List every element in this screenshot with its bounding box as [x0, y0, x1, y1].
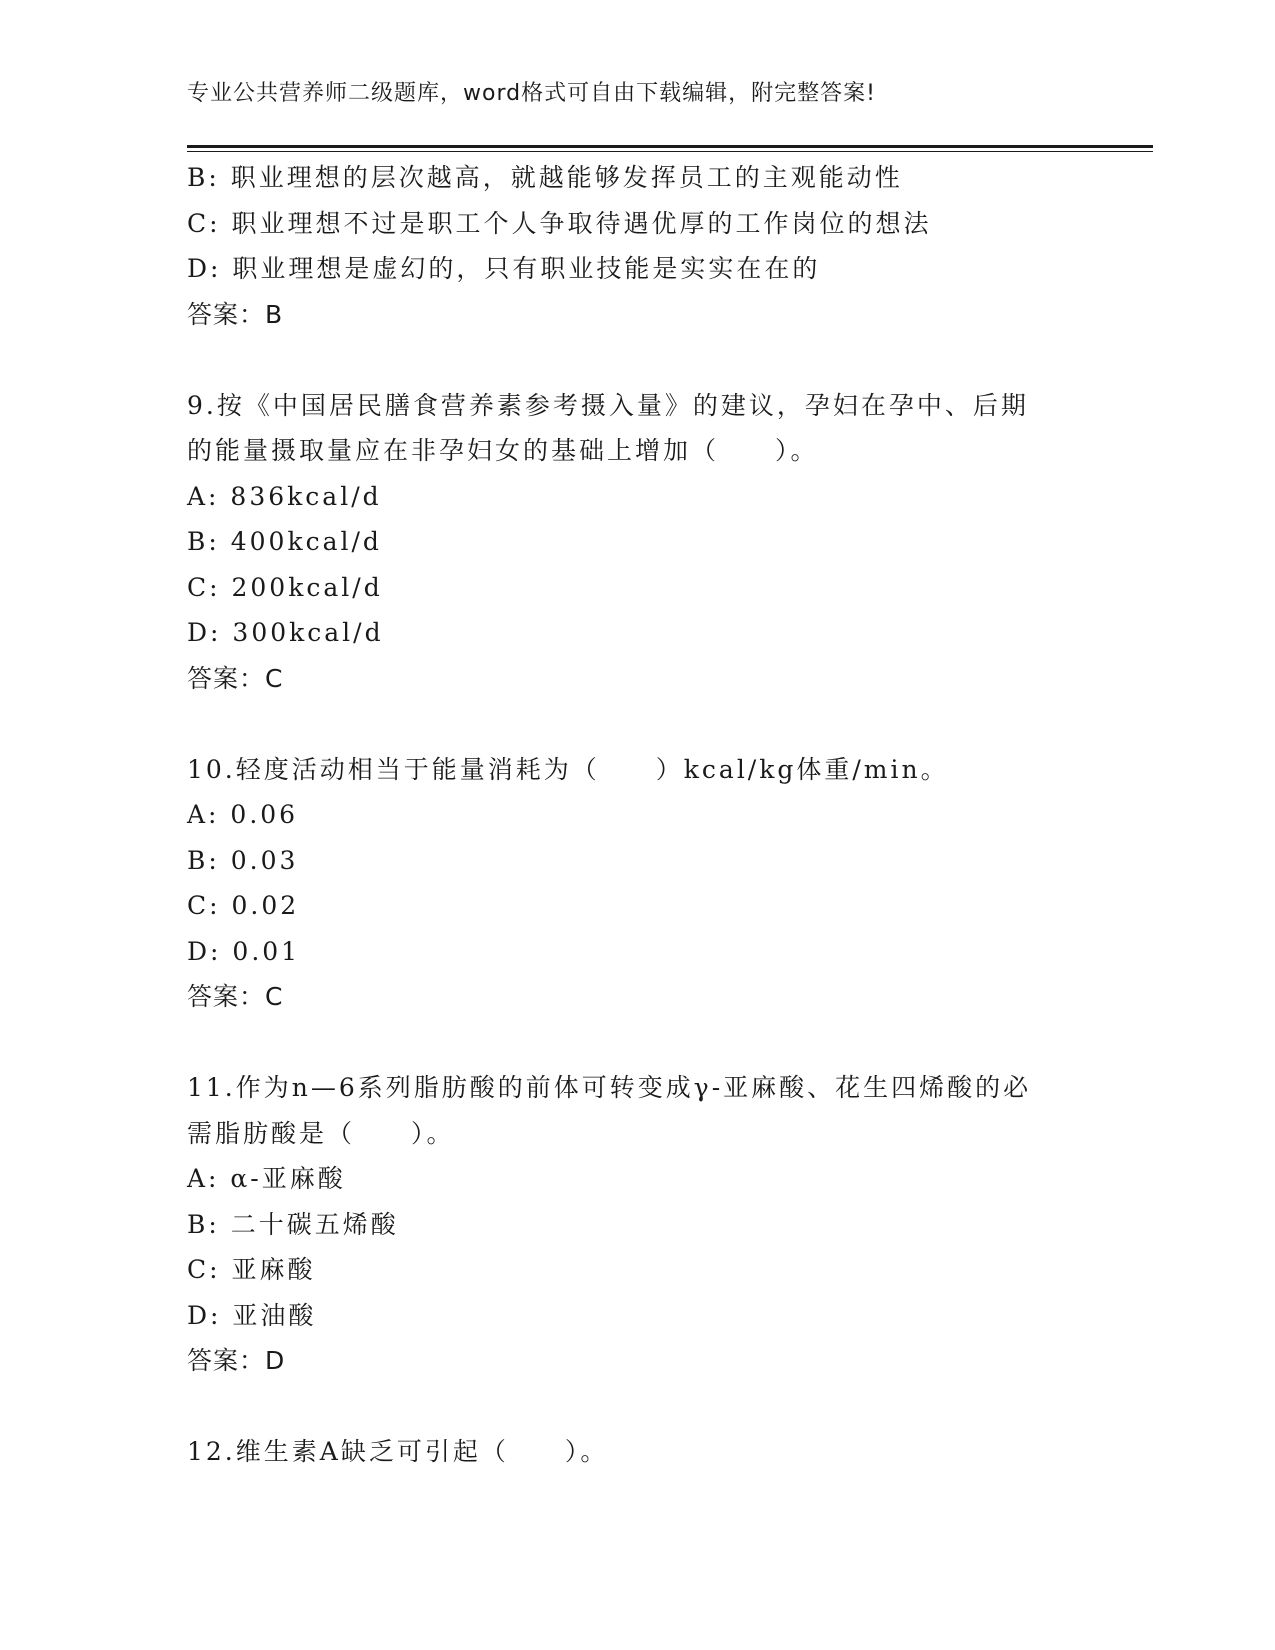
page-header: 专业公共营养师二级题库，word格式可自由下载编辑，附完整答案! [187, 81, 876, 106]
spacer [187, 1384, 1087, 1430]
question-content [187, 155, 1087, 1475]
option-d: D: 300kcal/d [187, 618, 384, 647]
question-block-9 [187, 383, 1087, 702]
question-block-12 [187, 1429, 1087, 1475]
question-text: 的能量摄取量应在非孕妇女的基础上增加（ ）。 [187, 436, 819, 465]
header-rule-thin [187, 151, 1153, 152]
option-c: C: 0.02 [187, 891, 300, 920]
option-b: B: 400kcal/d [187, 527, 382, 556]
option-c: C: 亚麻酸 [187, 1255, 316, 1284]
answer-line: 答案：B [187, 299, 284, 329]
option-d: D: 0.01 [187, 936, 301, 966]
option-b: B: 二十碳五烯酸 [187, 1209, 399, 1239]
answer-line: 答案：C [187, 663, 284, 693]
spacer [187, 1020, 1087, 1066]
answer-line: 答案：C [187, 982, 284, 1011]
spacer [187, 337, 1087, 383]
option-a: A: α-亚麻酸 [187, 1164, 346, 1193]
spacer [187, 701, 1087, 747]
question-block-10 [187, 747, 1087, 1020]
option-a: A: 836kcal/d [187, 481, 382, 511]
option-b: B: 0.03 [187, 845, 299, 875]
question-text: 9.按《中国居民膳食营养素参考摄入量》的建议，孕妇在孕中、后期 [187, 390, 1029, 420]
question-text: 11.作为n—6系列脂肪酸的前体可转变成γ-亚麻酸、花生四烯酸的必 [187, 1073, 1032, 1102]
option-c: C: 200kcal/d [187, 572, 383, 602]
answer-line: 答案：D [187, 1346, 286, 1375]
header-rule-thick [187, 145, 1153, 148]
question-text: 10.轻度活动相当于能量消耗为（ ）kcal/kg体重/min。 [187, 754, 949, 784]
option-b: B: 职业理想的层次越高，就越能够发挥员工的主观能动性 [187, 163, 903, 192]
question-block-11 [187, 1065, 1087, 1384]
question-text: 12.维生素A缺乏可引起（ ）。 [187, 1437, 609, 1466]
option-d: D: 亚油酸 [187, 1300, 317, 1330]
question-block-8 [187, 155, 1087, 337]
option-a: A: 0.06 [187, 800, 299, 829]
option-c: C: 职业理想不过是职工个人争取待遇优厚的工作岗位的想法 [187, 208, 932, 238]
option-d: D: 职业理想是虚幻的，只有职业技能是实实在在的 [187, 254, 821, 283]
question-text: 需脂肪酸是（ ）。 [187, 1118, 455, 1148]
